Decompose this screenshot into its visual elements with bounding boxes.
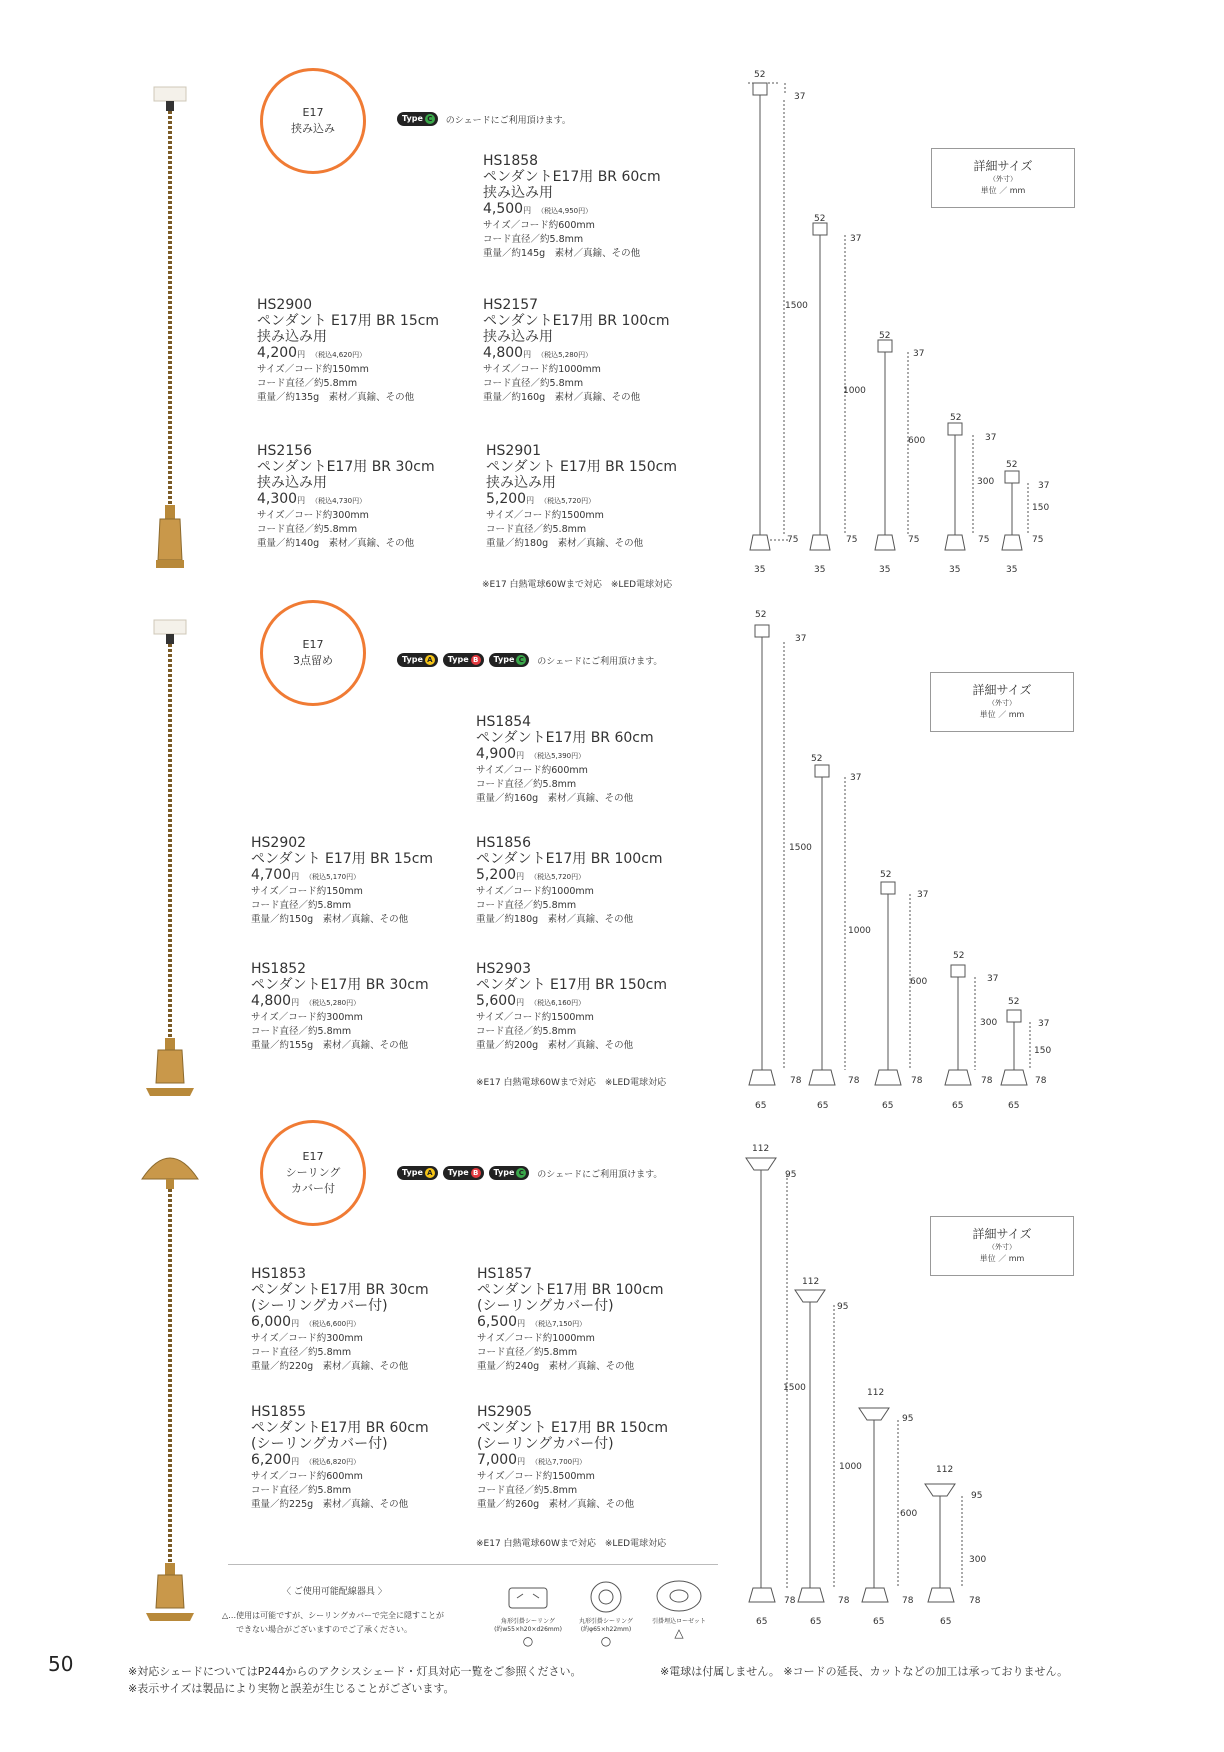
dimension-drawing-1 bbox=[740, 70, 1060, 580]
product-HS1853: HS1853 ペンダントE17用 BR 30cm (シーリングカバー付) 6,000円 （税込6,600円） サイズ／コード約300mm コード直径／約5.8mm 重量／約220g 素材／真鍮、その他 bbox=[251, 1266, 429, 1372]
dim-bottom-height: 78 bbox=[1035, 1076, 1047, 1086]
dim-bottom-width: 35 bbox=[754, 565, 766, 575]
type-badge: Type A bbox=[397, 653, 438, 667]
dimension-drawing-2 bbox=[740, 612, 1060, 1112]
flush-rosette-icon bbox=[654, 1578, 704, 1614]
dim-length: 1500 bbox=[789, 843, 812, 853]
bottom-note-1: ※対応シェードについてはP244からのアクシスシェード・灯具対応一覧をご参照ください。 bbox=[128, 1665, 582, 1678]
type-note: のシェードにご利用頂けます。 bbox=[537, 1169, 663, 1180]
dim-bottom-height: 75 bbox=[787, 535, 799, 545]
socket-line: 3点留め bbox=[293, 654, 333, 667]
dim-bottom-height: 78 bbox=[784, 1596, 796, 1606]
dim-bottom-width: 35 bbox=[814, 565, 826, 575]
dim-top-height: 37 bbox=[794, 92, 806, 102]
dim-length: 600 bbox=[908, 436, 926, 446]
dim-bottom-width: 65 bbox=[817, 1101, 829, 1111]
dim-bottom-height: 75 bbox=[1032, 535, 1044, 545]
bottom-note-3: ※表示サイズは製品により実物と誤差が生じることがございます。 bbox=[128, 1682, 455, 1695]
type-badge: Type A bbox=[397, 1166, 438, 1180]
dim-top-width: 112 bbox=[802, 1277, 820, 1287]
dim-length: 150 bbox=[1032, 503, 1050, 513]
dim-top-height: 37 bbox=[1038, 481, 1050, 491]
dim-top-height: 95 bbox=[971, 1491, 983, 1501]
socket-line: E17 bbox=[302, 106, 324, 119]
dim-top-width: 112 bbox=[867, 1388, 885, 1398]
bottom-note-2: ※電球は付属しません。 ※コードの延長、カットなどの加工は承っておりません。 bbox=[660, 1665, 1069, 1678]
wiring-note: △…使用は可能ですが、シーリングカバーで完全に隠すことが できない場合がございますのでご了承ください。 bbox=[222, 1611, 444, 1634]
type-badge: Type C bbox=[489, 1166, 530, 1180]
dim-top-width: 52 bbox=[879, 331, 891, 341]
type-badge: Type C bbox=[489, 653, 530, 667]
dim-bottom-height: 78 bbox=[838, 1596, 850, 1606]
footnote-1: ※E17 白熱電球60Wまで対応 ※LED電球対応 bbox=[482, 580, 673, 590]
dim-length: 300 bbox=[969, 1555, 987, 1565]
dim-bottom-height: 78 bbox=[848, 1076, 860, 1086]
dim-top-width: 52 bbox=[1006, 460, 1018, 470]
fixture-round: 丸形引掛シーリング (約φ65×h22mm) ○ bbox=[579, 1618, 633, 1648]
dim-top-height: 37 bbox=[913, 349, 925, 359]
fixture-flush: 引掛埋込ローゼット △ bbox=[652, 1618, 706, 1640]
dim-top-width: 112 bbox=[936, 1465, 954, 1475]
size-box-2: 詳細サイズ （外寸） 単位 ／ mm bbox=[930, 672, 1074, 732]
dimension-drawing-3 bbox=[740, 1140, 1060, 1620]
dim-bottom-width: 65 bbox=[940, 1617, 952, 1627]
product-HS1855: HS1855 ペンダントE17用 BR 60cm (シーリングカバー付) 6,200円 （税込6,820円） サイズ／コード約600mm コード直径／約5.8mm 重量／約225g 素材／真鍮、その他 bbox=[251, 1404, 429, 1510]
product-HS2903: HS2903 ペンダント E17用 BR 150cm 5,600円 （税込6,160円） サイズ／コード約1500mm コード直径／約5.8mm 重量／約200g 素材／真鍮、その他 bbox=[476, 961, 667, 1051]
product-HS2157: HS2157 ペンダントE17用 BR 100cm 挟み込み用 4,800円 （税込5,280円） サイズ／コード約1000mm コード直径／約5.8mm 重量／約160g 素材／真鍮、その他 bbox=[483, 297, 670, 403]
dim-length: 1000 bbox=[839, 1462, 862, 1472]
round-ceiling-icon bbox=[588, 1580, 624, 1614]
dim-top-width: 52 bbox=[754, 70, 766, 80]
dim-length: 1000 bbox=[843, 386, 866, 396]
dim-top-height: 37 bbox=[1038, 1019, 1050, 1029]
fixture-square: 角形引掛シーリング (約w55×h20×d26mm) ○ bbox=[494, 1618, 562, 1648]
dim-top-height: 95 bbox=[902, 1414, 914, 1424]
socket-circle-3 bbox=[260, 1120, 366, 1226]
product-HS2902: HS2902 ペンダント E17用 BR 15cm 4,700円 （税込5,170円） サイズ／コード約150mm コード直径／約5.8mm 重量／約150g 素材／真鍮、その他 bbox=[251, 835, 434, 925]
dim-length: 1000 bbox=[848, 926, 871, 936]
dim-length: 1500 bbox=[785, 301, 808, 311]
footnote-2: ※E17 白熱電球60Wまで対応 ※LED電球対応 bbox=[476, 1078, 667, 1088]
dim-top-width: 52 bbox=[755, 610, 767, 620]
dim-bottom-height: 75 bbox=[978, 535, 990, 545]
dim-top-height: 37 bbox=[987, 974, 999, 984]
pendant-photo-clip bbox=[140, 85, 200, 575]
wiring-title: 〈 ご使用可能配線器具 〉 bbox=[282, 1587, 387, 1597]
dim-bottom-height: 78 bbox=[981, 1076, 993, 1086]
dim-bottom-width: 65 bbox=[810, 1617, 822, 1627]
dim-bottom-height: 78 bbox=[969, 1596, 981, 1606]
dim-top-width: 52 bbox=[814, 214, 826, 224]
dim-top-width: 52 bbox=[1008, 997, 1020, 1007]
product-HS1856: HS1856 ペンダントE17用 BR 100cm 5,200円 （税込5,720円） サイズ／コード約1000mm コード直径／約5.8mm 重量／約180g 素材／真鍮、その他 bbox=[476, 835, 663, 925]
product-HS1857: HS1857 ペンダントE17用 BR 100cm (シーリングカバー付) 6,500円 （税込7,150円） サイズ／コード約1000mm コード直径／約5.8mm 重量／約240g 素材／真鍮、その他 bbox=[477, 1266, 664, 1372]
socket-line: シーリング bbox=[285, 1166, 341, 1179]
dim-bottom-width: 35 bbox=[879, 565, 891, 575]
product-HS2905: HS2905 ペンダント E17用 BR 150cm (シーリングカバー付) 7,000円 （税込7,700円） サイズ／コード約1500mm コード直径／約5.8mm 重量／約260g 素材／真鍮、その他 bbox=[477, 1404, 668, 1510]
dim-top-height: 37 bbox=[850, 234, 862, 244]
dim-bottom-height: 75 bbox=[908, 535, 920, 545]
product-HS1854: HS1854 ペンダントE17用 BR 60cm 4,900円 （税込5,390円） サイズ／コード約600mm コード直径／約5.8mm 重量／約160g 素材／真鍮、その他 bbox=[476, 714, 654, 804]
type-badge: Type B bbox=[443, 653, 484, 667]
dim-top-width: 52 bbox=[953, 951, 965, 961]
dim-length: 1500 bbox=[783, 1383, 806, 1393]
socket-line: カバー付 bbox=[291, 1182, 335, 1195]
product-HS1858: HS1858 ペンダントE17用 BR 60cm 挟み込み用 4,500円 （税込4,950円） サイズ／コード約600mm コード直径／約5.8mm 重量／約145g 素材／真鍮、その他 bbox=[483, 153, 661, 259]
product-HS1852: HS1852 ペンダントE17用 BR 30cm 4,800円 （税込5,280円） サイズ／コード約300mm コード直径／約5.8mm 重量／約155g 素材／真鍮、その他 bbox=[251, 961, 429, 1051]
dim-bottom-width: 35 bbox=[949, 565, 961, 575]
dim-top-width: 52 bbox=[880, 870, 892, 880]
socket-line: 挟み込み bbox=[291, 122, 335, 135]
dim-top-width: 52 bbox=[811, 754, 823, 764]
type-note: のシェードにご利用頂けます。 bbox=[537, 656, 663, 667]
socket-circle-2 bbox=[260, 600, 366, 706]
pendant-photo-3point bbox=[140, 618, 200, 1098]
socket-circle-1 bbox=[260, 68, 366, 174]
dim-bottom-height: 78 bbox=[911, 1076, 923, 1086]
dim-length: 300 bbox=[977, 477, 995, 487]
dim-bottom-width: 65 bbox=[882, 1101, 894, 1111]
dim-bottom-width: 65 bbox=[756, 1617, 768, 1627]
dim-bottom-width: 65 bbox=[1008, 1101, 1020, 1111]
dim-length: 150 bbox=[1034, 1046, 1052, 1056]
size-box-1: 詳細サイズ （外寸） 単位 ／ mm bbox=[931, 148, 1075, 208]
type-note: のシェードにご利用頂けます。 bbox=[445, 115, 571, 126]
wiring-divider bbox=[228, 1564, 718, 1565]
dim-length: 600 bbox=[900, 1509, 918, 1519]
page-number: 50 bbox=[48, 1652, 74, 1676]
dim-top-height: 37 bbox=[795, 634, 807, 644]
dim-length: 600 bbox=[910, 977, 928, 987]
product-HS2901: HS2901 ペンダント E17用 BR 150cm 挟み込み用 5,200円 （税込5,720円） サイズ／コード約1500mm コード直径／約5.8mm 重量／約180g 素材／真鍮、その他 bbox=[486, 443, 677, 549]
dim-top-height: 95 bbox=[837, 1302, 849, 1312]
dim-top-width: 52 bbox=[950, 413, 962, 423]
product-HS2900: HS2900 ペンダント E17用 BR 15cm 挟み込み用 4,200円 （税込4,620円） サイズ／コード約150mm コード直径／約5.8mm 重量／約135g 素材／真鍮、その他 bbox=[257, 297, 440, 403]
dim-top-width: 112 bbox=[752, 1144, 770, 1154]
socket-line: E17 bbox=[302, 638, 324, 651]
dim-top-height: 37 bbox=[850, 773, 862, 783]
dim-bottom-height: 75 bbox=[846, 535, 858, 545]
type-badges-1 bbox=[397, 112, 571, 126]
dim-top-height: 37 bbox=[917, 890, 929, 900]
dim-bottom-width: 65 bbox=[952, 1101, 964, 1111]
square-ceiling-icon bbox=[506, 1584, 550, 1612]
dim-top-height: 37 bbox=[985, 433, 997, 443]
dim-bottom-width: 65 bbox=[755, 1101, 767, 1111]
pendant-photo-ceiling bbox=[138, 1143, 202, 1633]
dim-length: 300 bbox=[980, 1018, 998, 1028]
footnote-3: ※E17 白熱電球60Wまで対応 ※LED電球対応 bbox=[476, 1539, 667, 1549]
dim-bottom-height: 78 bbox=[790, 1076, 802, 1086]
type-badge: Type B bbox=[443, 1166, 484, 1180]
type-badge: Type C bbox=[397, 112, 438, 126]
socket-line: E17 bbox=[302, 1150, 324, 1163]
dim-bottom-width: 35 bbox=[1006, 565, 1018, 575]
dim-bottom-width: 65 bbox=[873, 1617, 885, 1627]
size-box-3: 詳細サイズ （外寸） 単位 ／ mm bbox=[930, 1216, 1074, 1276]
dim-bottom-height: 78 bbox=[902, 1596, 914, 1606]
type-badges-2 bbox=[397, 653, 662, 667]
dim-top-height: 95 bbox=[785, 1170, 797, 1180]
type-badges-3 bbox=[397, 1166, 662, 1180]
product-HS2156: HS2156 ペンダントE17用 BR 30cm 挟み込み用 4,300円 （税込4,730円） サイズ／コード約300mm コード直径／約5.8mm 重量／約140g 素材／真鍮、その他 bbox=[257, 443, 435, 549]
